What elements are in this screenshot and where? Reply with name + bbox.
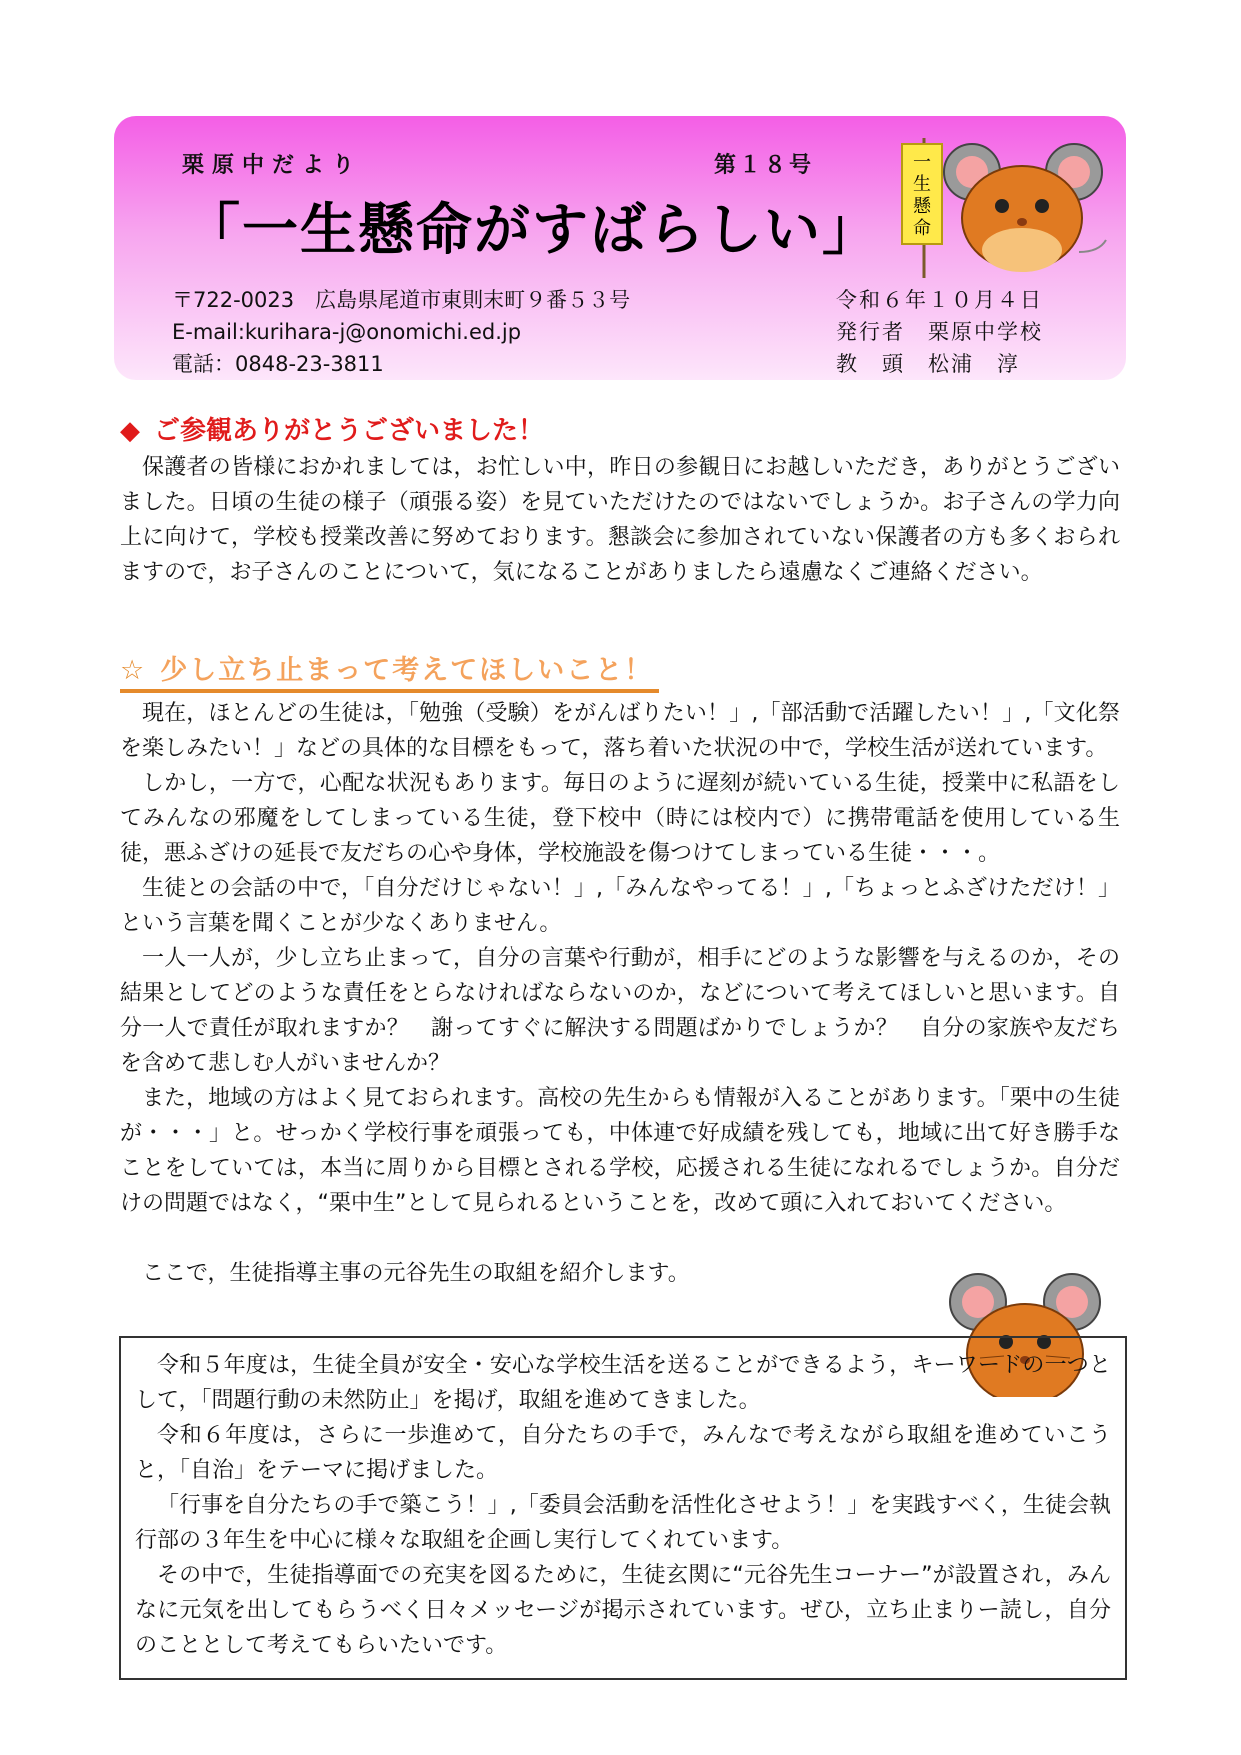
newsletter-header — [114, 116, 1126, 380]
issue-date: 令和６年１０月４日 — [836, 288, 1043, 312]
phone-number: 電話：0848-23-3811 — [172, 352, 384, 376]
publisher: 発行者 栗原中学校 — [836, 320, 1043, 344]
svg-text:懸: 懸 — [913, 196, 931, 217]
section-heading-thanks: ◆ ご参観ありがとうございました！ — [120, 416, 545, 446]
star-icon: ☆ — [120, 655, 147, 686]
intro-text: ここで，生徒指導主事の元谷先生の取組を紹介します。 — [142, 1261, 690, 1286]
section-body-thanks: 保護者の皆様におかれましては，お忙しい中，昨日の参観日にお越しいただき，ありがとうございました。日頃の生徒の様子（頑張る姿）を見ていただけたのではないでしょうか。お子さんの学力向上に向けて，学校も授業改善に努めております。懇談会に参加されていない保護者の方も多くおられますので，お子さんのことについて，気になることがありましたら遠慮なくご連絡ください。 — [120, 455, 1120, 585]
diamond-icon: ◆ — [120, 416, 140, 446]
mouse-mascot-icon — [884, 132, 1114, 282]
section-body-reflect: 現在，ほとんどの生徒は，「勉強（受験）をがんばりたい！」,「部活動で活躍したい！」,「文化祭を楽しみたい！」などの具体的な目標をもって，落ち着いた状況の中で，学校生活が送れています。 しかし，一方で，心配な状況もあります。毎日のように遅刻が続いている生徒，授業中に私語をしてみんなの邪魔をしてしまっている生徒，登下校中（時には校内で）に携帯電話を使用している生徒，悪ふざけの延長で友だちの心や身体，学校施設を傷つけてしまっている生徒・・・。 生徒との会話の中で，「自分だけじゃない！」,「みんなやってる！」,「ちょっとふざけただけ！」という言葉を聞くことが少なくありません。 一人一人が，少し立ち止まって，自分の言葉や行動が，相手にどのような影響を与えるのか，その結果としてどのような責任をとらなければならないのか，などについて考えてほしいと思います。自分一人で責任が取れますか？ 謝ってすぐに解決する問題ばかりでしょうか？ 自分の家族や友だちを含めて悲しむ人がいませんか？ また，地域の方はよく見ておられます。高校の先生からも情報が入ることがあります。「栗中の生徒が・・・」と。せっかく学校行事を頑張っても，中体連で好成績を残しても，地域に出て好き勝手なことをしていては，本当に周りから目標とされる学校，応援される生徒になれるでしょうか。自分だけの問題ではなく，“栗中生”として見られるということを，改めて頭に入れておいてください。 ここで，生徒指導主事の元谷先生の取組を紹介します。 — [120, 696, 1120, 1291]
svg-text:一: 一 — [913, 152, 931, 173]
svg-text:命: 命 — [913, 218, 931, 239]
vice-principal: 教 頭 松浦 淳 — [836, 352, 1020, 376]
newsletter-title: 「一生懸命がすばらしい」 — [184, 197, 880, 263]
issue-number: 第１８号 — [714, 153, 815, 178]
teacher-initiative-box: 令和５年度は，生徒全員が安全・安心な学校生活を送ることができるよう，キーワードの一つとして，「問題行動の未然防止」を掲げ，取組を進めてきました。 令和６年度は，さらに一歩進めて，自分たちの手で，みんなで考えながら取組を進めていこうと，「自治」をテーマに掲げました。 「行事を自分たちの手で築こう！」,「委員会活動を活性化させよう！」を実践すべく，生徒会執行部の３年生を中心に様々な取組を企画し実行してくれています。 その中で，生徒指導面での充実を図るために，生徒玄関に“元谷先生コーナー”が設置され，みんなに元気を出してもらうべく日々メッセージが掲示されています。ぜひ，立ち止まりー読し，自分のこととして考えてもらいたいです。 — [119, 1336, 1127, 1680]
postal-address: 〒722-0023 広島県尾道市東則末町９番５３号 — [172, 288, 631, 312]
section-heading-reflect: ☆ 少し立ち止まって考えてほしいこと！ — [120, 648, 659, 693]
email-address: E-mail:kurihara-j@onomichi.ed.jp — [172, 320, 522, 344]
svg-text:生: 生 — [913, 174, 931, 195]
newsletter-name: 栗原中だより — [182, 153, 363, 178]
